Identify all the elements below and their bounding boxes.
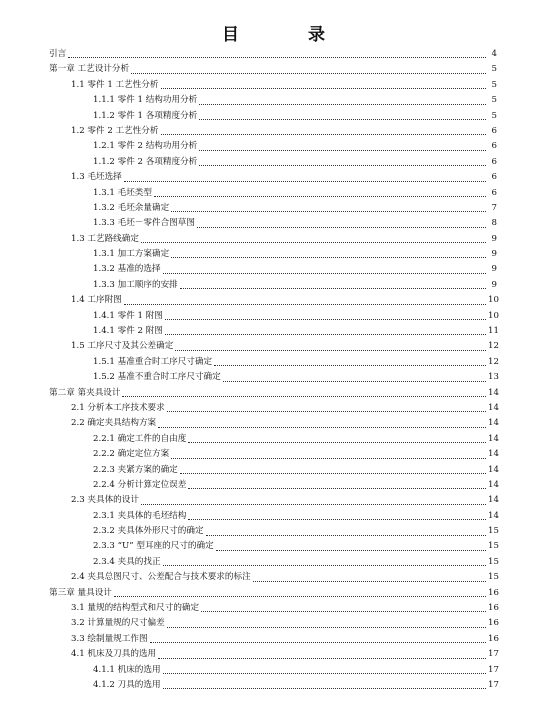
toc-entry-page-number: 14	[488, 433, 499, 444]
toc-leader-dots	[171, 458, 486, 459]
toc-entry-label: 4.1.1 机床的选用	[93, 664, 161, 675]
toc-entry-label: 2.1 分析本工序技术要求	[71, 402, 165, 413]
toc-entry-label: 1.1.1 零件 1 结构功用分析	[93, 95, 198, 106]
toc-entry[interactable]	[49, 186, 497, 201]
toc-entry-page-number: 6	[491, 187, 497, 198]
toc-entry-label: 1.5.1 基准重合时工序尺寸确定	[93, 356, 213, 367]
toc-leader-dots	[114, 596, 486, 597]
table-of-contents	[49, 47, 497, 693]
toc-leader-dots	[188, 442, 486, 443]
toc-entry-page-number: 14	[488, 402, 499, 413]
toc-entry-page-number: 5	[491, 64, 497, 75]
toc-leader-dots	[214, 365, 486, 366]
toc-entry[interactable]	[49, 355, 497, 370]
toc-entry[interactable]	[49, 247, 497, 262]
toc-entry-page-number: 16	[488, 633, 499, 644]
toc-leader-dots	[175, 350, 486, 351]
toc-entry-label: 2.2.1 确定工件的自由度	[93, 433, 187, 444]
toc-entry-page-number: 15	[488, 526, 499, 537]
toc-leader-dots	[171, 257, 486, 258]
toc-entry-page-number: 14	[488, 495, 499, 506]
toc-entry-page-number: 14	[488, 464, 499, 475]
toc-leader-dots	[167, 627, 486, 628]
toc-leader-dots	[180, 473, 486, 474]
toc-entry[interactable]	[49, 555, 497, 570]
toc-entry-label: 1.5.2 基准不重合时工序尺寸确定	[93, 372, 221, 383]
toc-entry-label: 2.2.3 夹紧方案的确定	[93, 464, 178, 475]
toc-leader-dots	[163, 565, 486, 566]
toc-entry[interactable]	[49, 139, 497, 154]
toc-entry-label: 1.3.2 毛坯余量确定	[93, 202, 170, 213]
toc-leader-dots	[163, 273, 486, 274]
toc-entry[interactable]	[49, 509, 497, 524]
toc-leader-dots	[150, 642, 486, 643]
toc-entry-label: 1.2 零件 2 工艺性分析	[71, 125, 159, 136]
toc-entry-label: 2.4 夹具总图尺寸、公差配合与技术要求的标注	[71, 572, 251, 583]
toc-entry[interactable]	[49, 447, 497, 462]
toc-entry[interactable]	[49, 93, 497, 108]
toc-entry[interactable]	[49, 124, 497, 139]
toc-entry-page-number: 10	[488, 310, 499, 321]
toc-entry[interactable]	[49, 616, 497, 631]
toc-entry-label: 第三章 量具设计	[49, 587, 112, 598]
toc-entry-label: 1.3 毛坯选择	[71, 172, 122, 183]
toc-entry-label: 第二章 第夹具设计	[49, 387, 121, 398]
toc-entry-label: 1.1.2 零件 2 各项精度分析	[93, 156, 198, 167]
toc-leader-dots	[180, 288, 486, 289]
toc-entry-page-number: 12	[488, 341, 499, 352]
toc-entry-label: 1.3.1 毛坯类型	[93, 187, 152, 198]
toc-entry-page-number: 4	[491, 48, 497, 59]
toc-entry-page-number: 11	[488, 326, 499, 337]
toc-entry-label: 2.3.2 夹具体外形尺寸的确定	[93, 526, 204, 537]
toc-leader-dots	[158, 658, 486, 659]
toc-entry[interactable]	[49, 463, 497, 478]
toc-entry-page-number: 5	[491, 95, 497, 106]
toc-leader-dots	[124, 181, 486, 182]
toc-entry-label: 1.3.3 毛坯－零件合图草图	[93, 218, 195, 229]
toc-entry-page-number: 17	[488, 664, 499, 675]
toc-entry-page-number: 14	[488, 479, 499, 490]
toc-leader-dots	[188, 488, 486, 489]
toc-entry-label: 1.3 工艺路线确定	[71, 233, 139, 244]
toc-leader-dots	[199, 104, 486, 105]
toc-entry-label: 引言	[49, 48, 67, 59]
toc-entry-label: 2.2.2 确定定位方案	[93, 449, 170, 460]
toc-entry-label: 1.3.1 加工方案确定	[93, 249, 170, 260]
toc-entry[interactable]	[49, 47, 497, 62]
toc-entry-label: 4.1.2 刀具的选用	[93, 680, 161, 690]
toc-entry-page-number: 9	[491, 249, 497, 260]
toc-leader-dots	[122, 396, 486, 397]
toc-entry[interactable]	[49, 216, 497, 231]
toc-entry[interactable]	[49, 647, 497, 662]
toc-leader-dots	[124, 304, 486, 305]
toc-entry-label: 2.3 夹具体的设计	[71, 495, 139, 506]
toc-entry[interactable]	[49, 262, 497, 277]
toc-entry[interactable]	[49, 62, 497, 77]
toc-leader-dots	[163, 688, 486, 689]
toc-leader-dots	[197, 227, 486, 228]
toc-entry[interactable]	[49, 524, 497, 539]
toc-leader-dots	[158, 427, 486, 428]
toc-leader-dots	[199, 119, 486, 120]
toc-entry-page-number: 16	[488, 587, 499, 598]
toc-entry-page-number: 9	[491, 264, 497, 275]
toc-entry[interactable]	[49, 109, 497, 124]
page-title: 目 录	[222, 25, 351, 45]
toc-leader-dots	[154, 196, 486, 197]
toc-entry[interactable]	[49, 540, 497, 555]
toc-entry-page-number: 15	[488, 556, 499, 567]
toc-entry[interactable]	[49, 432, 497, 447]
toc-leader-dots	[161, 88, 487, 89]
toc-entry-page-number: 16	[488, 603, 499, 614]
toc-entry[interactable]	[49, 155, 497, 170]
toc-leader-dots	[216, 550, 486, 551]
toc-entry-page-number: 10	[488, 295, 499, 306]
toc-entry-page-number: 5	[491, 110, 497, 121]
toc-entry-label: 3.1 量规的结构型式和尺寸的确定	[71, 603, 200, 614]
toc-leader-dots	[188, 519, 486, 520]
toc-entry-page-number: 6	[491, 141, 497, 152]
toc-leader-dots	[253, 581, 486, 582]
toc-entry-label: 2.3.3 “U” 型耳座的尺寸的确定	[93, 541, 214, 552]
toc-entry-label: 1.2.1 零件 2 结构功用分析	[93, 141, 198, 152]
toc-leader-dots	[131, 73, 486, 74]
toc-entry-page-number: 9	[491, 279, 497, 290]
toc-entry-page-number: 14	[488, 449, 499, 460]
toc-entry[interactable]	[49, 324, 497, 339]
toc-entry-page-number: 8	[491, 218, 497, 229]
toc-entry-page-number: 12	[488, 356, 499, 367]
toc-entry-page-number: 6	[491, 172, 497, 183]
toc-entry[interactable]	[49, 293, 497, 308]
toc-entry-page-number: 17	[488, 680, 499, 690]
toc-entry[interactable]	[49, 232, 497, 247]
toc-entry-label: 1.1 零件 1 工艺性分析	[71, 79, 159, 90]
toc-entry-label: 2.2.4 分析计算定位误差	[93, 479, 187, 490]
toc-entry-page-number: 6	[491, 125, 497, 136]
toc-entry[interactable]	[49, 401, 497, 416]
toc-entry-label: 1.4.1 零件 2 附图	[93, 326, 163, 337]
toc-leader-dots	[141, 504, 486, 505]
toc-entry[interactable]	[49, 170, 497, 185]
toc-entry-page-number: 14	[488, 387, 499, 398]
toc-entry-label: 2.3.1 夹具体的毛坯结构	[93, 510, 187, 521]
toc-entry-page-number: 9	[491, 233, 497, 244]
toc-leader-dots	[201, 611, 486, 612]
toc-entry-label: 1.1.2 零件 1 各项精度分析	[93, 110, 198, 121]
toc-leader-dots	[199, 165, 486, 166]
toc-leader-dots	[167, 411, 486, 412]
toc-entry-page-number: 6	[491, 156, 497, 167]
toc-leader-dots	[161, 134, 487, 135]
toc-entry-page-number: 7	[491, 202, 497, 213]
toc-entry-label: 1.4 工序附图	[71, 295, 122, 306]
toc-entry[interactable]	[49, 478, 497, 493]
toc-entry-label: 第一章 工艺设计分析	[49, 64, 130, 75]
toc-leader-dots	[68, 57, 486, 58]
toc-entry[interactable]	[49, 601, 497, 616]
toc-entry-label: 1.5 工序尺寸及其公差确定	[71, 341, 174, 352]
toc-entry-label: 3.2 计算量规的尺寸偏差	[71, 618, 165, 629]
toc-entry[interactable]	[49, 339, 497, 354]
toc-entry[interactable]	[49, 416, 497, 431]
toc-entry[interactable]	[49, 493, 497, 508]
toc-entry[interactable]	[49, 78, 497, 93]
toc-entry[interactable]	[49, 632, 497, 647]
toc-entry[interactable]	[49, 678, 497, 693]
toc-leader-dots	[206, 535, 486, 536]
toc-entry[interactable]	[49, 570, 497, 585]
toc-entry[interactable]	[49, 309, 497, 324]
toc-entry-label: 1.4.1 零件 1 附图	[93, 310, 163, 321]
toc-leader-dots	[141, 242, 486, 243]
toc-entry-page-number: 14	[488, 510, 499, 521]
toc-entry[interactable]	[49, 370, 497, 385]
toc-entry-label: 3.3 绘制量规工作图	[71, 633, 148, 644]
toc-entry-label: 1.3.3 加工顺序的安排	[93, 279, 178, 290]
toc-entry-page-number: 16	[488, 618, 499, 629]
toc-entry-page-number: 15	[488, 541, 499, 552]
toc-entry-page-number: 5	[491, 79, 497, 90]
toc-entry-label: 4.1 机床及刀具的选用	[71, 649, 157, 660]
toc-entry-page-number: 17	[488, 649, 499, 660]
toc-entry-label: 1.3.2 基准的选择	[93, 264, 161, 275]
toc-leader-dots	[171, 211, 486, 212]
toc-leader-dots	[223, 381, 486, 382]
toc-leader-dots	[199, 150, 486, 151]
toc-entry-page-number: 13	[488, 372, 499, 383]
toc-leader-dots	[165, 319, 486, 320]
toc-leader-dots	[165, 334, 486, 335]
toc-entry[interactable]	[49, 278, 497, 293]
toc-entry-label: 2.2 确定夹具结构方案	[71, 418, 157, 429]
toc-entry-label: 2.3.4 夹具的找正	[93, 556, 161, 567]
toc-entry[interactable]	[49, 201, 497, 216]
toc-leader-dots	[163, 673, 486, 674]
toc-entry-page-number: 14	[488, 418, 499, 429]
toc-entry[interactable]	[49, 586, 497, 601]
toc-entry[interactable]	[49, 386, 497, 401]
toc-entry-page-number: 15	[488, 572, 499, 583]
toc-entry[interactable]	[49, 663, 497, 678]
